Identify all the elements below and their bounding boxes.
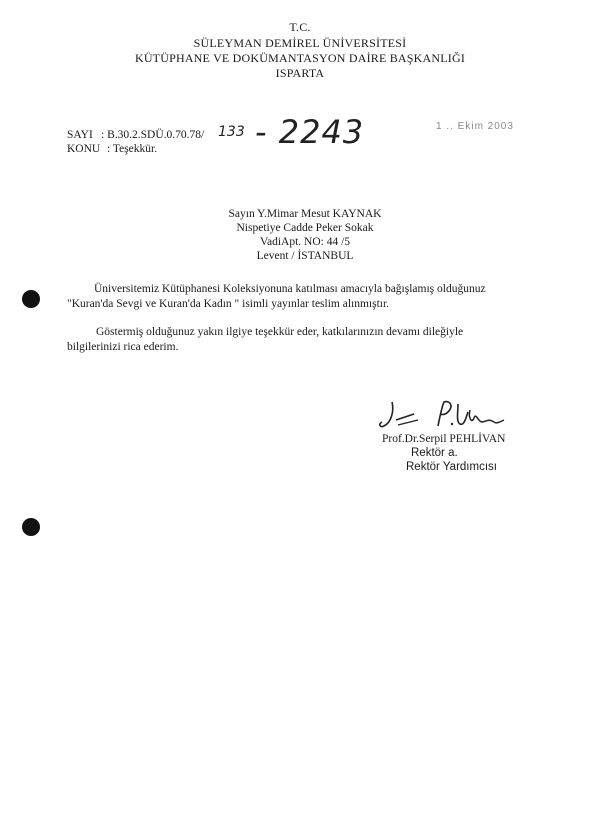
paragraph-1-line-2: "Kuran'da Sevgi ve Kuran'da Kadın " isimli yayınlar teslim alınmıştır.: [67, 298, 390, 310]
sayi-handwritten-large-number: - 2243: [255, 113, 365, 151]
sayi-handwritten-number: 133: [218, 124, 245, 140]
sayi-label: SAYI: [67, 129, 93, 141]
date-stamp: 1 .. Ekim 2003: [436, 121, 514, 132]
signatory-name: Prof.Dr.Serpil PEHLİVAN: [382, 433, 506, 445]
punch-hole-bottom: [22, 518, 40, 536]
header-city: ISPARTA: [275, 66, 325, 80]
header-department: KÜTÜPHANE VE DOKÜMANTASYON DAİRE BAŞKANLIĞI: [134, 51, 466, 65]
recipient-apartment: VadiApt. NO: 44 /5: [259, 236, 351, 248]
recipient-street: Nispetiye Cadde Peker Sokak: [236, 222, 374, 234]
sayi-value: : B.30.2.SDÜ.0.70.78/: [101, 129, 205, 141]
paragraph-2-line-2: bilgilerinizi rica ederim.: [67, 341, 179, 353]
paragraph-2-line-1: Göstermiş olduğunuz yakın ilgiye teşekkür eder, katkılarınızın devamı dileğiyle: [96, 326, 464, 338]
header-tc: T.C.: [289, 20, 311, 34]
signatory-title-2: Rektör Yardımcısı: [406, 461, 497, 473]
recipient-city: Levent / İSTANBUL: [256, 250, 354, 262]
recipient-name: Sayın Y.Mimar Mesut KAYNAK: [228, 208, 382, 220]
konu-value: : Teşekkür.: [107, 143, 158, 155]
konu-label: KONU: [67, 143, 101, 155]
header-university: SÜLEYMAN DEMİREL ÜNİVERSİTESİ: [193, 36, 407, 50]
handwritten-signature: [378, 398, 508, 434]
paragraph-1-line-1: Üniversitemiz Kütüphanesi Koleksiyonuna katılması amacıyla bağışlamış olduğunuz: [94, 283, 486, 295]
signatory-title-1: Rektör a.: [411, 447, 458, 459]
punch-hole-top: [22, 290, 40, 308]
